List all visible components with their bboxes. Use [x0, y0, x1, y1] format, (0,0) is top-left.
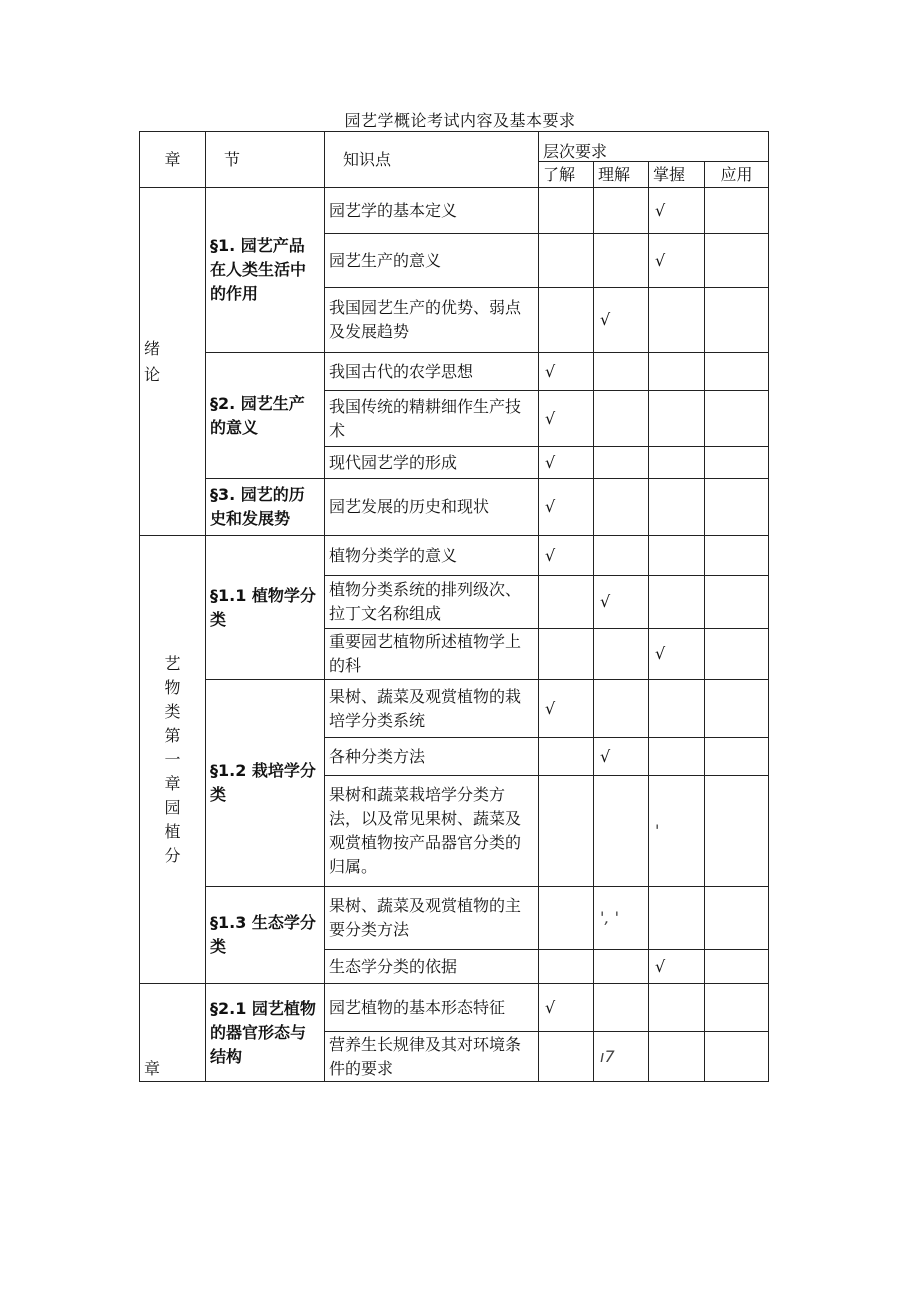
mark-understand: √	[539, 447, 594, 479]
mark-master	[649, 479, 705, 536]
mark-comprehend	[594, 188, 649, 234]
mark-master	[649, 391, 705, 447]
knowledge-point: 园艺生产的意义	[325, 234, 539, 288]
knowledge-point: 现代园艺学的形成	[325, 447, 539, 479]
mark-understand	[539, 629, 594, 680]
knowledge-point: 园艺植物的基本形态特征	[325, 984, 539, 1032]
knowledge-point: 果树、蔬菜及观赏植物的栽培学分类系统	[325, 680, 539, 738]
chapter-label: 艺物类第一章园植分	[164, 653, 181, 865]
mark-master: '	[649, 776, 705, 887]
knowledge-point: 营养生长规律及其对环境条件的要求	[325, 1032, 539, 1082]
mark-master	[649, 984, 705, 1032]
header-level-master: 掌握	[649, 162, 705, 188]
mark-apply	[705, 887, 769, 950]
knowledge-point: 我国园艺生产的优势、弱点及发展趋势	[325, 288, 539, 353]
chapter-label: 绪论	[144, 338, 161, 384]
mark-apply	[705, 576, 769, 629]
requirements-table	[139, 131, 769, 1082]
mark-comprehend: ı7	[594, 1032, 649, 1082]
chapter-cell	[140, 536, 206, 984]
mark-understand	[539, 950, 594, 984]
mark-understand: √	[539, 353, 594, 391]
mark-master	[649, 288, 705, 353]
mark-comprehend	[594, 234, 649, 288]
mark-apply	[705, 391, 769, 447]
mark-comprehend	[594, 950, 649, 984]
knowledge-point: 植物分类系统的排列级次、拉丁文名称组成	[325, 576, 539, 629]
mark-comprehend	[594, 447, 649, 479]
mark-master	[649, 353, 705, 391]
mark-apply	[705, 447, 769, 479]
mark-master: √	[649, 629, 705, 680]
mark-master: √	[649, 234, 705, 288]
section-cell: §3. 园艺的历史和发展势	[206, 479, 325, 536]
mark-master	[649, 738, 705, 776]
mark-apply	[705, 629, 769, 680]
mark-master: √	[649, 188, 705, 234]
table-row	[140, 984, 769, 1032]
mark-apply	[705, 234, 769, 288]
mark-understand	[539, 576, 594, 629]
mark-comprehend	[594, 479, 649, 536]
mark-comprehend: √	[594, 288, 649, 353]
knowledge-point: 各种分类方法	[325, 738, 539, 776]
section-cell: §1.1 植物学分类	[206, 536, 325, 680]
table-row	[140, 479, 769, 536]
header-level-requirements: 层次要求	[539, 132, 769, 162]
knowledge-point: 我国传统的精耕细作生产技术	[325, 391, 539, 447]
mark-comprehend	[594, 353, 649, 391]
knowledge-point: 生态学分类的依据	[325, 950, 539, 984]
chapter-label: 章	[144, 1059, 161, 1078]
header-section: 节	[206, 132, 325, 188]
table-row	[140, 680, 769, 738]
table-row	[140, 887, 769, 950]
mark-master	[649, 536, 705, 576]
knowledge-point: 果树和蔬菜栽培学分类方法，以及常见果树、蔬菜及观赏植物按产品器官分类的归属。	[325, 776, 539, 887]
mark-master	[649, 576, 705, 629]
mark-understand	[539, 887, 594, 950]
mark-understand: √	[539, 984, 594, 1032]
mark-master	[649, 1032, 705, 1082]
mark-master	[649, 680, 705, 738]
mark-comprehend: √	[594, 576, 649, 629]
document-title: 园艺学概论考试内容及基本要求	[344, 111, 576, 130]
section-cell: §1.2 栽培学分类	[206, 680, 325, 887]
knowledge-point: 果树、蔬菜及观赏植物的主要分类方法	[325, 887, 539, 950]
mark-understand	[539, 776, 594, 887]
mark-apply	[705, 738, 769, 776]
mark-understand: √	[539, 479, 594, 536]
knowledge-point: 我国古代的农学思想	[325, 353, 539, 391]
table-row	[140, 188, 769, 234]
header-chapter: 章	[140, 132, 206, 188]
mark-comprehend	[594, 984, 649, 1032]
mark-apply	[705, 536, 769, 576]
table-row	[140, 536, 769, 576]
header-level-understand: 了解	[539, 162, 594, 188]
mark-apply	[705, 984, 769, 1032]
header-level-comprehend: 理解	[594, 162, 649, 188]
section-cell: §2. 园艺生产的意义	[206, 353, 325, 479]
section-cell: §1.3 生态学分类	[206, 887, 325, 984]
chapter-cell	[140, 984, 206, 1082]
knowledge-point: 园艺学的基本定义	[325, 188, 539, 234]
mark-understand: √	[539, 536, 594, 576]
section-cell: §1. 园艺产品在人类生活中的作用	[206, 188, 325, 353]
mark-understand	[539, 188, 594, 234]
mark-comprehend	[594, 536, 649, 576]
mark-comprehend	[594, 391, 649, 447]
mark-understand: √	[539, 391, 594, 447]
mark-understand	[539, 1032, 594, 1082]
mark-apply	[705, 188, 769, 234]
section-cell: §2.1 园艺植物的器官形态与结构	[206, 984, 325, 1082]
mark-master: √	[649, 950, 705, 984]
knowledge-point: 园艺发展的历史和现状	[325, 479, 539, 536]
mark-master	[649, 887, 705, 950]
table-row	[140, 353, 769, 391]
mark-apply	[705, 353, 769, 391]
chapter-cell	[140, 188, 206, 536]
mark-comprehend: ', '	[594, 887, 649, 950]
knowledge-point: 植物分类学的意义	[325, 536, 539, 576]
mark-apply	[705, 1032, 769, 1082]
mark-apply	[705, 288, 769, 353]
mark-apply	[705, 479, 769, 536]
mark-understand	[539, 234, 594, 288]
mark-apply	[705, 776, 769, 887]
mark-comprehend: √	[594, 738, 649, 776]
mark-comprehend	[594, 776, 649, 887]
mark-understand: √	[539, 680, 594, 738]
header-level-apply: 应用	[705, 162, 769, 188]
knowledge-point: 重要园艺植物所述植物学上的科	[325, 629, 539, 680]
mark-understand	[539, 738, 594, 776]
header-knowledge-point: 知识点	[325, 132, 539, 188]
mark-apply	[705, 950, 769, 984]
mark-comprehend	[594, 629, 649, 680]
mark-apply	[705, 680, 769, 738]
mark-understand	[539, 288, 594, 353]
mark-comprehend	[594, 680, 649, 738]
mark-master	[649, 447, 705, 479]
